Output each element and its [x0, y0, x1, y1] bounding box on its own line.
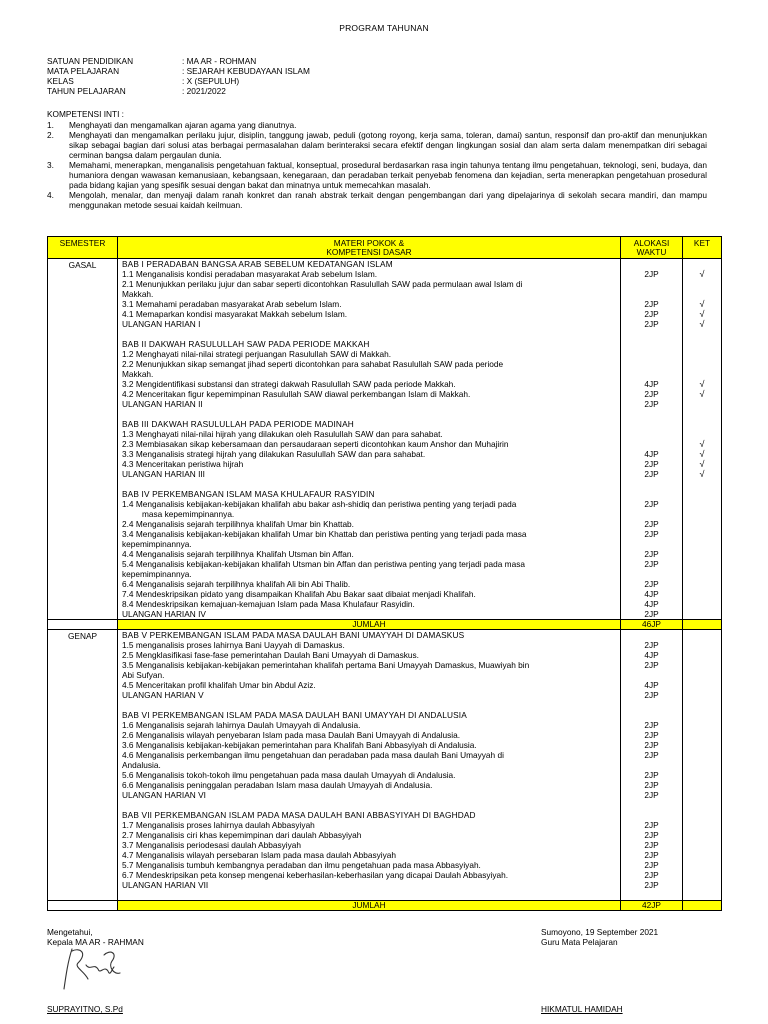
header-alokasi: [621, 237, 683, 259]
time-allocation: 2JP: [644, 790, 659, 800]
competency-line: masa kepemimpinannya.: [142, 509, 235, 519]
time-allocation: 2JP: [644, 309, 659, 319]
checkmark: [683, 559, 721, 569]
time-allocation: 2JP: [644, 499, 659, 509]
checkmark: [683, 820, 721, 830]
competency-line: Makkah.: [122, 369, 154, 379]
semester-row: [48, 630, 722, 901]
time-allocation: 2JP: [644, 389, 659, 399]
chapter-title: BAB III DAKWAH RASULULLAH PADA PERIODE MADINAH: [122, 419, 354, 429]
time-allocation: 2JP: [644, 880, 659, 890]
checkmark: [683, 810, 721, 820]
checkmark: [683, 790, 721, 800]
checkmark: [683, 259, 721, 269]
competency-line: 3.3 Menganalisis strategi hijrah yang dilakukan Rasulullah SAW dan para sahabat.: [122, 449, 426, 459]
chapter-title: BAB II DAKWAH RASULULLAH SAW PADA PERIODE MAKKAH: [122, 339, 370, 349]
competency-line: 1.1 Menganalisis kondisi peradaban masyarakat Arab sebelum Islam.: [122, 269, 378, 279]
checkmark: [683, 630, 721, 640]
checkmark: [683, 680, 721, 690]
time-allocation: 2JP: [644, 820, 659, 830]
time-allocation: 2JP: [644, 299, 659, 309]
checkmark: [683, 429, 721, 439]
competency-line: 8.4 Mendeskripsikan kemajuan-kemajuan Islam pada Masa Khulafaur Rasyidin.: [122, 599, 415, 609]
checkmark: [683, 579, 721, 589]
materi-cell: [118, 259, 621, 620]
time-allocation: 2JP: [644, 459, 659, 469]
header-materi: [118, 237, 621, 259]
competency-line: 5.7 Menganalisis tumbuh kembangnya peradaban dan ilmu pengetahuan pada masa Abbasyiyah.: [122, 860, 481, 870]
header-materi-line2: KOMPETENSI DASAR: [326, 247, 412, 257]
header-semester: SEMESTER: [48, 237, 118, 259]
time-allocation: [621, 439, 682, 449]
competency-line: 6.6 Menganalisis peninggalan peradaban Islam masa daulah Umayyah di Andalusia.: [122, 780, 433, 790]
competency-line: 1.4 Menganalisis kebijakan-kebijakan khalifah abu bakar ash-shidiq dan peristiwa penting yang terjadi pada: [122, 499, 517, 509]
kompetensi-inti: [47, 109, 707, 210]
checkmark: [683, 840, 721, 850]
ki-item: [47, 120, 707, 130]
spacer: [122, 700, 616, 710]
alokasi-cell: [621, 259, 683, 620]
checkmark: [683, 750, 721, 760]
competency-line: 1.5 menganalisis proses lahirnya Bani Uayyah di Damaskus.: [122, 640, 345, 650]
total-empty: [48, 901, 118, 911]
competency-line: 3.7 Menganalisis periodesasi daulah Abbasyiyah: [122, 840, 301, 850]
time-allocation: 2JP: [644, 750, 659, 760]
identity-value: : MA AR - ROHMAN: [182, 56, 257, 66]
acknowledged-label: Mengetahui,: [47, 927, 93, 937]
checkmark: [683, 640, 721, 650]
time-allocation: 2JP: [644, 690, 659, 700]
time-allocation: 2JP: [644, 640, 659, 650]
checkmark: [683, 760, 721, 770]
competency-line: 4.5 Menceritakan profil khalifah Umar bin Abdul Aziz.: [122, 680, 316, 690]
checkmark: [683, 329, 721, 339]
ki-number: 2.: [47, 130, 54, 140]
competency-line: Andalusia.: [122, 760, 161, 770]
competency-line: 4.1 Memaparkan kondisi masyarakat Makkah sebelum Islam.: [122, 309, 348, 319]
time-allocation: 2JP: [644, 730, 659, 740]
total-label: JUMLAH: [118, 620, 621, 630]
checkmark: √: [699, 299, 705, 309]
checkmark: [683, 359, 721, 369]
total-value: 42JP: [621, 901, 683, 911]
checkmark: [683, 850, 721, 860]
time-allocation: [621, 890, 682, 900]
spacer: [122, 329, 616, 339]
checkmark: [683, 830, 721, 840]
competency-line: 3.6 Menganalisis kebijakan-kebijakan pemerintahan para Khalifah Bani Abbasyiyah di Andalusia.: [122, 740, 477, 750]
checkmark: √: [699, 469, 705, 479]
time-allocation: 2JP: [644, 860, 659, 870]
competency-line: 3.1 Memahami peradaban masyarakat Arab sebelum Islam.: [122, 299, 342, 309]
identity-label: TAHUN PELAJARAN: [47, 86, 126, 96]
time-allocation: 2JP: [644, 840, 659, 850]
checkmark: [683, 349, 721, 359]
spacer: [122, 479, 616, 489]
time-allocation: 2JP: [644, 609, 659, 619]
time-allocation: 4JP: [644, 599, 659, 609]
identity-block: [47, 56, 310, 96]
header-alokasi-line1: ALOKASI: [633, 238, 670, 248]
competency-line: 2.6 Menganalisis wilayah penyebaran Islam pada masa Daulah Bani Umayyah di Andalusia.: [122, 730, 461, 740]
checkmark: √: [699, 379, 705, 389]
checkmark: [683, 740, 721, 750]
checkmark: [683, 499, 721, 509]
teacher-title: Guru Mata Pelajaran: [541, 937, 618, 947]
chapter-title: BAB V PERKEMBANGAN ISLAM PADA MASA DAULAH BANI UMAYYAH DI DAMASKUS: [122, 630, 465, 640]
checkmark: [683, 710, 721, 720]
checkmark: [683, 539, 721, 549]
checkmark: [683, 730, 721, 740]
chapter-title: BAB IV PERKEMBANGAN ISLAM MASA KHULAFAUR RASYIDIN: [122, 489, 375, 499]
identity-label: SATUAN PENDIDIKAN: [47, 56, 134, 66]
checkmark: [683, 289, 721, 299]
competency-line: 3.4 Menganalisis kebijakan-kebijakan khalifah Umar bin Khattab dan peristiwa penting yang terjadi pada masa: [122, 529, 527, 539]
identity-label: KELAS: [47, 76, 74, 86]
competency-line: kepemimpinannya.: [122, 539, 192, 549]
signature-drawing: [58, 945, 128, 993]
identity-row: [47, 86, 310, 96]
principal-title: Kepala MA AR - RAHMAN: [47, 937, 144, 947]
checkmark: [683, 890, 721, 900]
time-allocation: 2JP: [644, 319, 659, 329]
identity-row: [47, 56, 310, 66]
program-table: [47, 236, 722, 911]
ki-text: Memahami, menerapkan, menganalisis pengetahuan faktual, konseptual, prosedural berdasarkan rasa ingin tahunya tentang ilmu pengetahuan, teknologi, seni, budaya, dan humaniora dengan wawasan kemanusiaan, kebangsaan, kenegaraan, dan peradaban terkait penyebab fenomena dan kejadian, serta menerapkan pengetahuan prosedural pada bidang kajian yang spesifik sesuai dengan bakat dan minatnya untuk memecahkan masalah.: [69, 160, 707, 190]
total-ket: [683, 620, 722, 630]
ki-text: Menghayati dan mengamalkan perilaku jujur, disiplin, tanggung jawab, peduli (gotong royong, kerja sama, toleran, damai) santun, responsif dan pro-aktif dan menunjukkan sikap sebagai bagian dari solusi atas berbagai permasalahan dalam berinteraksi secara efektif dengan lingkungan sosial dan alam serta dalam menempatkan diri sebagai cerminan bangsa dalam pergaulan dunia.: [69, 130, 707, 160]
signature-right-block: [541, 927, 658, 947]
time-allocation: [621, 569, 682, 579]
competency-line: 1.2 Menghayati nilai-nilai strategi perjuangan Rasulullah SAW di Makkah.: [122, 349, 392, 359]
time-allocation: [621, 339, 682, 349]
checkmark: [683, 529, 721, 539]
checkmark: [683, 549, 721, 559]
checkmark: [683, 589, 721, 599]
time-allocation: [621, 810, 682, 820]
total-value: 46JP: [621, 620, 683, 630]
checkmark: [683, 860, 721, 870]
competency-line: 2.2 Menunjukkan sikap semangat jihad seperti dicontohkan para sahabat Rasulullah SAW pada periode: [122, 359, 504, 369]
spacer: [122, 409, 616, 419]
total-ket: [683, 901, 722, 911]
competency-line: kepemimpinannya.: [122, 569, 192, 579]
checkmark: [683, 700, 721, 710]
checkmark: √: [699, 309, 705, 319]
checkmark: [683, 599, 721, 609]
header-ket: KET: [683, 237, 722, 259]
time-allocation: 2JP: [644, 529, 659, 539]
time-allocation: [621, 710, 682, 720]
checkmark: [683, 369, 721, 379]
time-allocation: [621, 800, 682, 810]
time-allocation: 4JP: [644, 680, 659, 690]
time-allocation: 2JP: [644, 399, 659, 409]
ki-item: [47, 160, 707, 190]
spacer: [122, 890, 616, 900]
competency-line: ULANGAN HARIAN II: [122, 399, 203, 409]
time-allocation: 2JP: [644, 740, 659, 750]
competency-line: 5.4 Menganalisis kebijakan-kebijakan khalifah Utsman bin Affan dan peristiwa penting yang terjadi pada masa: [122, 559, 525, 569]
time-allocation: 2JP: [644, 770, 659, 780]
table-body: [48, 259, 722, 911]
time-allocation: [621, 489, 682, 499]
checkmark: √: [699, 269, 705, 279]
competency-line: 2.1 Menunjukkan perilaku jujur dan sabar seperti dicontohkan Rasulullah SAW pada permulaan awal Islam di: [122, 279, 523, 289]
competency-line: 2.4 Menganalisis sejarah terpilihnya khalifah Umar bin Khattab.: [122, 519, 354, 529]
time-allocation: 2JP: [644, 780, 659, 790]
ki-item: [47, 190, 707, 210]
ki-title: KOMPETENSI INTI :: [47, 109, 124, 119]
semester-name: GENAP: [48, 630, 118, 901]
teacher-name: HIKMATUL HAMIDAH: [541, 1004, 623, 1014]
competency-line: 4.6 Menganalisis perkembangan ilmu pengetahuan dan peradaban pada masa daulah Bani Umayyah di: [122, 750, 504, 760]
ki-text: Mengolah, menalar, dan menyaji dalam ranah konkret dan ranah abstrak terkait dengan pengembangan dari yang dipelajarinya di sekolah secara mandiri, dan mampu menggunakan metode sesuai kaidah keilmuan.: [69, 190, 707, 210]
checkmark: √: [699, 389, 705, 399]
checkmark: [683, 399, 721, 409]
time-allocation: [621, 479, 682, 489]
time-allocation: [621, 539, 682, 549]
competency-line: 4.4 Menganalisis sejarah terpilihnya Khalifah Utsman bin Affan.: [122, 549, 354, 559]
competency-line: 2.7 Menganalisis ciri khas kepemimpinan dari daulah Abbasyiyah: [122, 830, 362, 840]
checkmark: [683, 880, 721, 890]
chapter-title: BAB VI PERKEMBANGAN ISLAM PADA MASA DAULAH BANI UMAYYAH DI ANDALUSIA: [122, 710, 467, 720]
identity-value: : X (SEPULUH): [182, 76, 240, 86]
checkmark: [683, 670, 721, 680]
ki-item: [47, 130, 707, 160]
checkmark: [683, 409, 721, 419]
competency-line: Makkah.: [122, 289, 154, 299]
checkmark: [683, 690, 721, 700]
competency-line: 6.4 Menganalisis sejarah terpilihnya khalifah Ali bin Abi Thalib.: [122, 579, 351, 589]
ki-number: 4.: [47, 190, 54, 200]
time-allocation: 2JP: [644, 660, 659, 670]
time-allocation: 2JP: [644, 549, 659, 559]
competency-line: 7.4 Mendeskripsikan pidato yang disampaikan Khalifah Abu Bakar saat dibaiat menjadi Khalifah.: [122, 589, 476, 599]
time-allocation: 2JP: [644, 469, 659, 479]
checkmark: √: [699, 459, 705, 469]
competency-line: 1.7 Menganalisis proses lahirnya daulah Abbasyiyah: [122, 820, 315, 830]
checkmark: [683, 780, 721, 790]
competency-line: 4.7 Menganalisis wilayah persebaran Islam pada masa daulah Abbasyiyah: [122, 850, 396, 860]
checkmark: [683, 339, 721, 349]
checkmark: [683, 519, 721, 529]
competency-line: ULANGAN HARIAN III: [122, 469, 205, 479]
time-allocation: [621, 630, 682, 640]
header-alokasi-line2: WAKTU: [636, 247, 667, 257]
ki-number: 1.: [47, 120, 54, 130]
time-allocation: 2JP: [644, 870, 659, 880]
semester-name: GASAL: [48, 259, 118, 620]
semester-row: [48, 259, 722, 620]
time-allocation: [621, 369, 682, 379]
principal-name: SUPRAYITNO, S.Pd: [47, 1004, 123, 1014]
time-allocation: [621, 289, 682, 299]
time-allocation: 2JP: [644, 830, 659, 840]
total-row: [48, 901, 722, 911]
time-allocation: [621, 429, 682, 439]
identity-label: MATA PELAJARAN: [47, 66, 120, 76]
identity-row: [47, 66, 310, 76]
competency-line: ULANGAN HARIAN VII: [122, 880, 209, 890]
ki-text: Menghayati dan mengamalkan ajaran agama yang dianutnya.: [69, 120, 297, 130]
checkmark: [683, 279, 721, 289]
checkmark: [683, 660, 721, 670]
header-materi-line1: MATERI POKOK &: [333, 238, 405, 248]
checkmark: [683, 800, 721, 810]
time-allocation: 2JP: [644, 720, 659, 730]
signature-left-block: [47, 927, 144, 947]
spacer: [122, 800, 616, 810]
identity-value: : SEJARAH KEBUDAYAAN ISLAM: [182, 66, 310, 76]
checkmark: [683, 770, 721, 780]
time-allocation: [621, 359, 682, 369]
time-allocation: [621, 409, 682, 419]
competency-line: 4.3 Menceritakan peristiwa hijrah: [122, 459, 244, 469]
time-allocation: [621, 279, 682, 289]
checkmark: [683, 720, 721, 730]
competency-line: 6.7 Mendeskripsikan peta konsep mengenai keberhasilan-keberhasilan yang dicapai Daulah Abbasyiyah.: [122, 870, 509, 880]
checkmark: √: [699, 439, 705, 449]
competency-line: ULANGAN HARIAN IV: [122, 609, 206, 619]
identity-row: [47, 76, 310, 86]
time-allocation: [621, 509, 682, 519]
time-allocation: 4JP: [644, 589, 659, 599]
checkmark: [683, 509, 721, 519]
checkmark: [683, 870, 721, 880]
competency-line: 2.5 Mengklasifikasi fase-fase pemerintahan Daulah Bani Umayyah di Damaskus.: [122, 650, 419, 660]
competency-line: 4.2 Menceritakan figur kepemimpinan Rasulullah SAW diawal perkembangan Islam di Makkah.: [122, 389, 471, 399]
materi-cell: [118, 630, 621, 901]
competency-line: ULANGAN HARIAN I: [122, 319, 201, 329]
place-date: Sumoyono, 19 September 2021: [541, 927, 659, 937]
competency-line: ULANGAN HARIAN VI: [122, 790, 206, 800]
time-allocation: [621, 700, 682, 710]
time-allocation: [621, 670, 682, 680]
checkmark: [683, 650, 721, 660]
competency-line: ULANGAN HARIAN V: [122, 690, 204, 700]
competency-line: 1.3 Menghayati nilai-nilai hijrah yang dilakukan oleh Rasulullah SAW dan para sahabat.: [122, 429, 443, 439]
time-allocation: 2JP: [644, 519, 659, 529]
checkmark: [683, 609, 721, 619]
chapter-title: BAB VII PERKEMBANGAN ISLAM PADA MASA DAULAH BANI ABBASYIYAH DI BAGHDAD: [122, 810, 476, 820]
time-allocation: [621, 349, 682, 359]
total-empty: [48, 620, 118, 630]
checkmark: [683, 419, 721, 429]
time-allocation: 4JP: [644, 650, 659, 660]
document-title: PROGRAM TAHUNAN: [339, 23, 429, 33]
program-table-container: [47, 236, 721, 911]
time-allocation: 4JP: [644, 379, 659, 389]
checkmark: [683, 569, 721, 579]
ket-cell: [683, 630, 722, 901]
alokasi-cell: [621, 630, 683, 901]
competency-line: 2.3 Membiasakan sikap kebersamaan dan persaudaraan seperti dicontohkan kaum Anshor dan Muhajirin: [122, 439, 509, 449]
ki-number: 3.: [47, 160, 54, 170]
competency-line: 3.5 Menganalisis kebijakan-kebijakan pemerintahan khalifah pertama Bani Umayyah Damaskus, Muawiyah bin: [122, 660, 530, 670]
time-allocation: 4JP: [644, 449, 659, 459]
time-allocation: [621, 419, 682, 429]
checkmark: [683, 479, 721, 489]
competency-line: 1.6 Menganalisis sejarah lahirnya Daulah Umayyah di Andalusia.: [122, 720, 361, 730]
checkmark: √: [699, 449, 705, 459]
ket-cell: [683, 259, 722, 620]
competency-line: 3.2 Mengidentifikasi substansi dan strategi dakwah Rasulullah SAW pada periode Makkah.: [122, 379, 456, 389]
total-row: [48, 620, 722, 630]
competency-line: 5.6 Menganalisis tokoh-tokoh ilmu pengetahuan pada masa daulah Umayyah di Andalusia.: [122, 770, 456, 780]
competency-line: Abi Sufyan.: [122, 670, 165, 680]
time-allocation: 2JP: [644, 559, 659, 569]
time-allocation: 2JP: [644, 269, 659, 279]
time-allocation: [621, 760, 682, 770]
checkmark: [683, 489, 721, 499]
time-allocation: [621, 259, 682, 269]
chapter-title: BAB I PERADABAN BANGSA ARAB SEBELUM KEDATANGAN ISLAM: [122, 259, 393, 269]
time-allocation: [621, 329, 682, 339]
identity-value: : 2021/2022: [182, 86, 226, 96]
total-label: JUMLAH: [118, 901, 621, 911]
time-allocation: 2JP: [644, 579, 659, 589]
checkmark: √: [699, 319, 705, 329]
table-header-row: [48, 237, 722, 259]
time-allocation: 2JP: [644, 850, 659, 860]
